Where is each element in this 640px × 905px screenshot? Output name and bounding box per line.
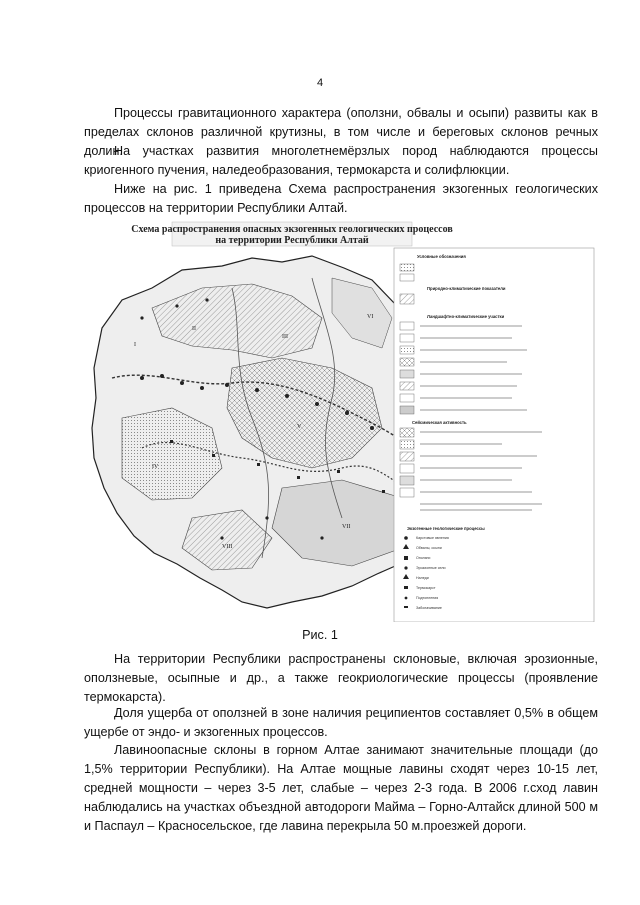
zone-label-4: IV	[152, 464, 159, 470]
legend-header-seismic: Сейсмическая активность	[412, 420, 467, 425]
legend-header-climate: Природно-климатические показатели	[427, 286, 506, 291]
paragraph-avalanches: Лавиноопасные склоны в горном Алтае занимают значительные площади (до 1,5% территории Республики). На Алтае мощные лавины сходят через 10-15 лет, средней мощности – через 3-5 лет, слабые – через 2-3 года. В 2006 г.сход лавин наблюдались на участках объездной автодороги Майма – Горно-Алтайск длиной 500 м и Паспаул – Красносельское, где лавина перекрыла 50 м.проезжей дороги.	[84, 743, 598, 833]
paragraph-slope-processes: На территории Республики распространены склоновые, включая эрозионные, оползневые, осыпные и др., а также геокриологические процессы (проявление термокарста).	[84, 652, 598, 704]
map-title-line-2: на территории Республики Алтай	[215, 235, 369, 246]
zone-label-1: I	[134, 342, 136, 348]
legend-header-exogenous: Экзогенные геологические процессы	[407, 526, 485, 531]
exogenous-processes-map-figure	[82, 218, 600, 622]
zone-label-2: II	[192, 326, 196, 332]
zone-label-3: III	[282, 334, 288, 340]
legend-item-flooding: Подтопления	[416, 596, 439, 600]
paragraph-landslide-damage: Доля ущерба от оползней в зоне наличия реципиентов составляет 0,5% в общем ущербе от эндо- и экзогенных процессов.	[84, 706, 598, 739]
zone-label-5: V	[297, 424, 302, 430]
legend-item-mudflow: Эрозионные сели	[416, 566, 446, 570]
zone-label-7: VII	[342, 524, 351, 530]
legend-item-rockfall: Обвалы, осыпи	[416, 546, 442, 550]
legend-item-karst: Карстовые явления	[416, 536, 449, 540]
paragraph-permafrost: На участках развития многолетнемёрзлых пород наблюдаются процессы криогенного пучения, наледеобразования, термокарста и солифлюкции.	[84, 144, 598, 177]
legend-item-thermokarst: Термокарст	[416, 586, 436, 590]
paragraph-figure-intro: Ниже на рис. 1 приведена Схема распространения экзогенных геологических процессов на территории Республики Алтай.	[84, 182, 598, 215]
map-legend	[394, 248, 594, 622]
legend-item-icing: Наледи	[416, 576, 429, 580]
legend-item-landslide: Оползни	[416, 556, 431, 560]
legend-header-landscape: Ландшафтно-климатические участки	[427, 314, 505, 319]
legend-item-swamping: Заболачивание	[416, 606, 442, 610]
map-title-line-1: Схема распространения опасных экзогенных геологических процессов	[131, 224, 453, 235]
zone-label-8: VIII	[222, 544, 233, 550]
legend-title: Условные обозначения	[417, 254, 466, 259]
zone-label-6: VI	[367, 314, 374, 320]
paragraph-gravitational-processes: Процессы гравитационного характера (оползни, обвалы и осыпи) развиты как в пределах склонов различной крутизны, в том числе и береговых склонов речных долин.	[84, 106, 598, 158]
page-number: 4	[316, 77, 324, 89]
figure-caption: Рис. 1	[302, 628, 338, 642]
